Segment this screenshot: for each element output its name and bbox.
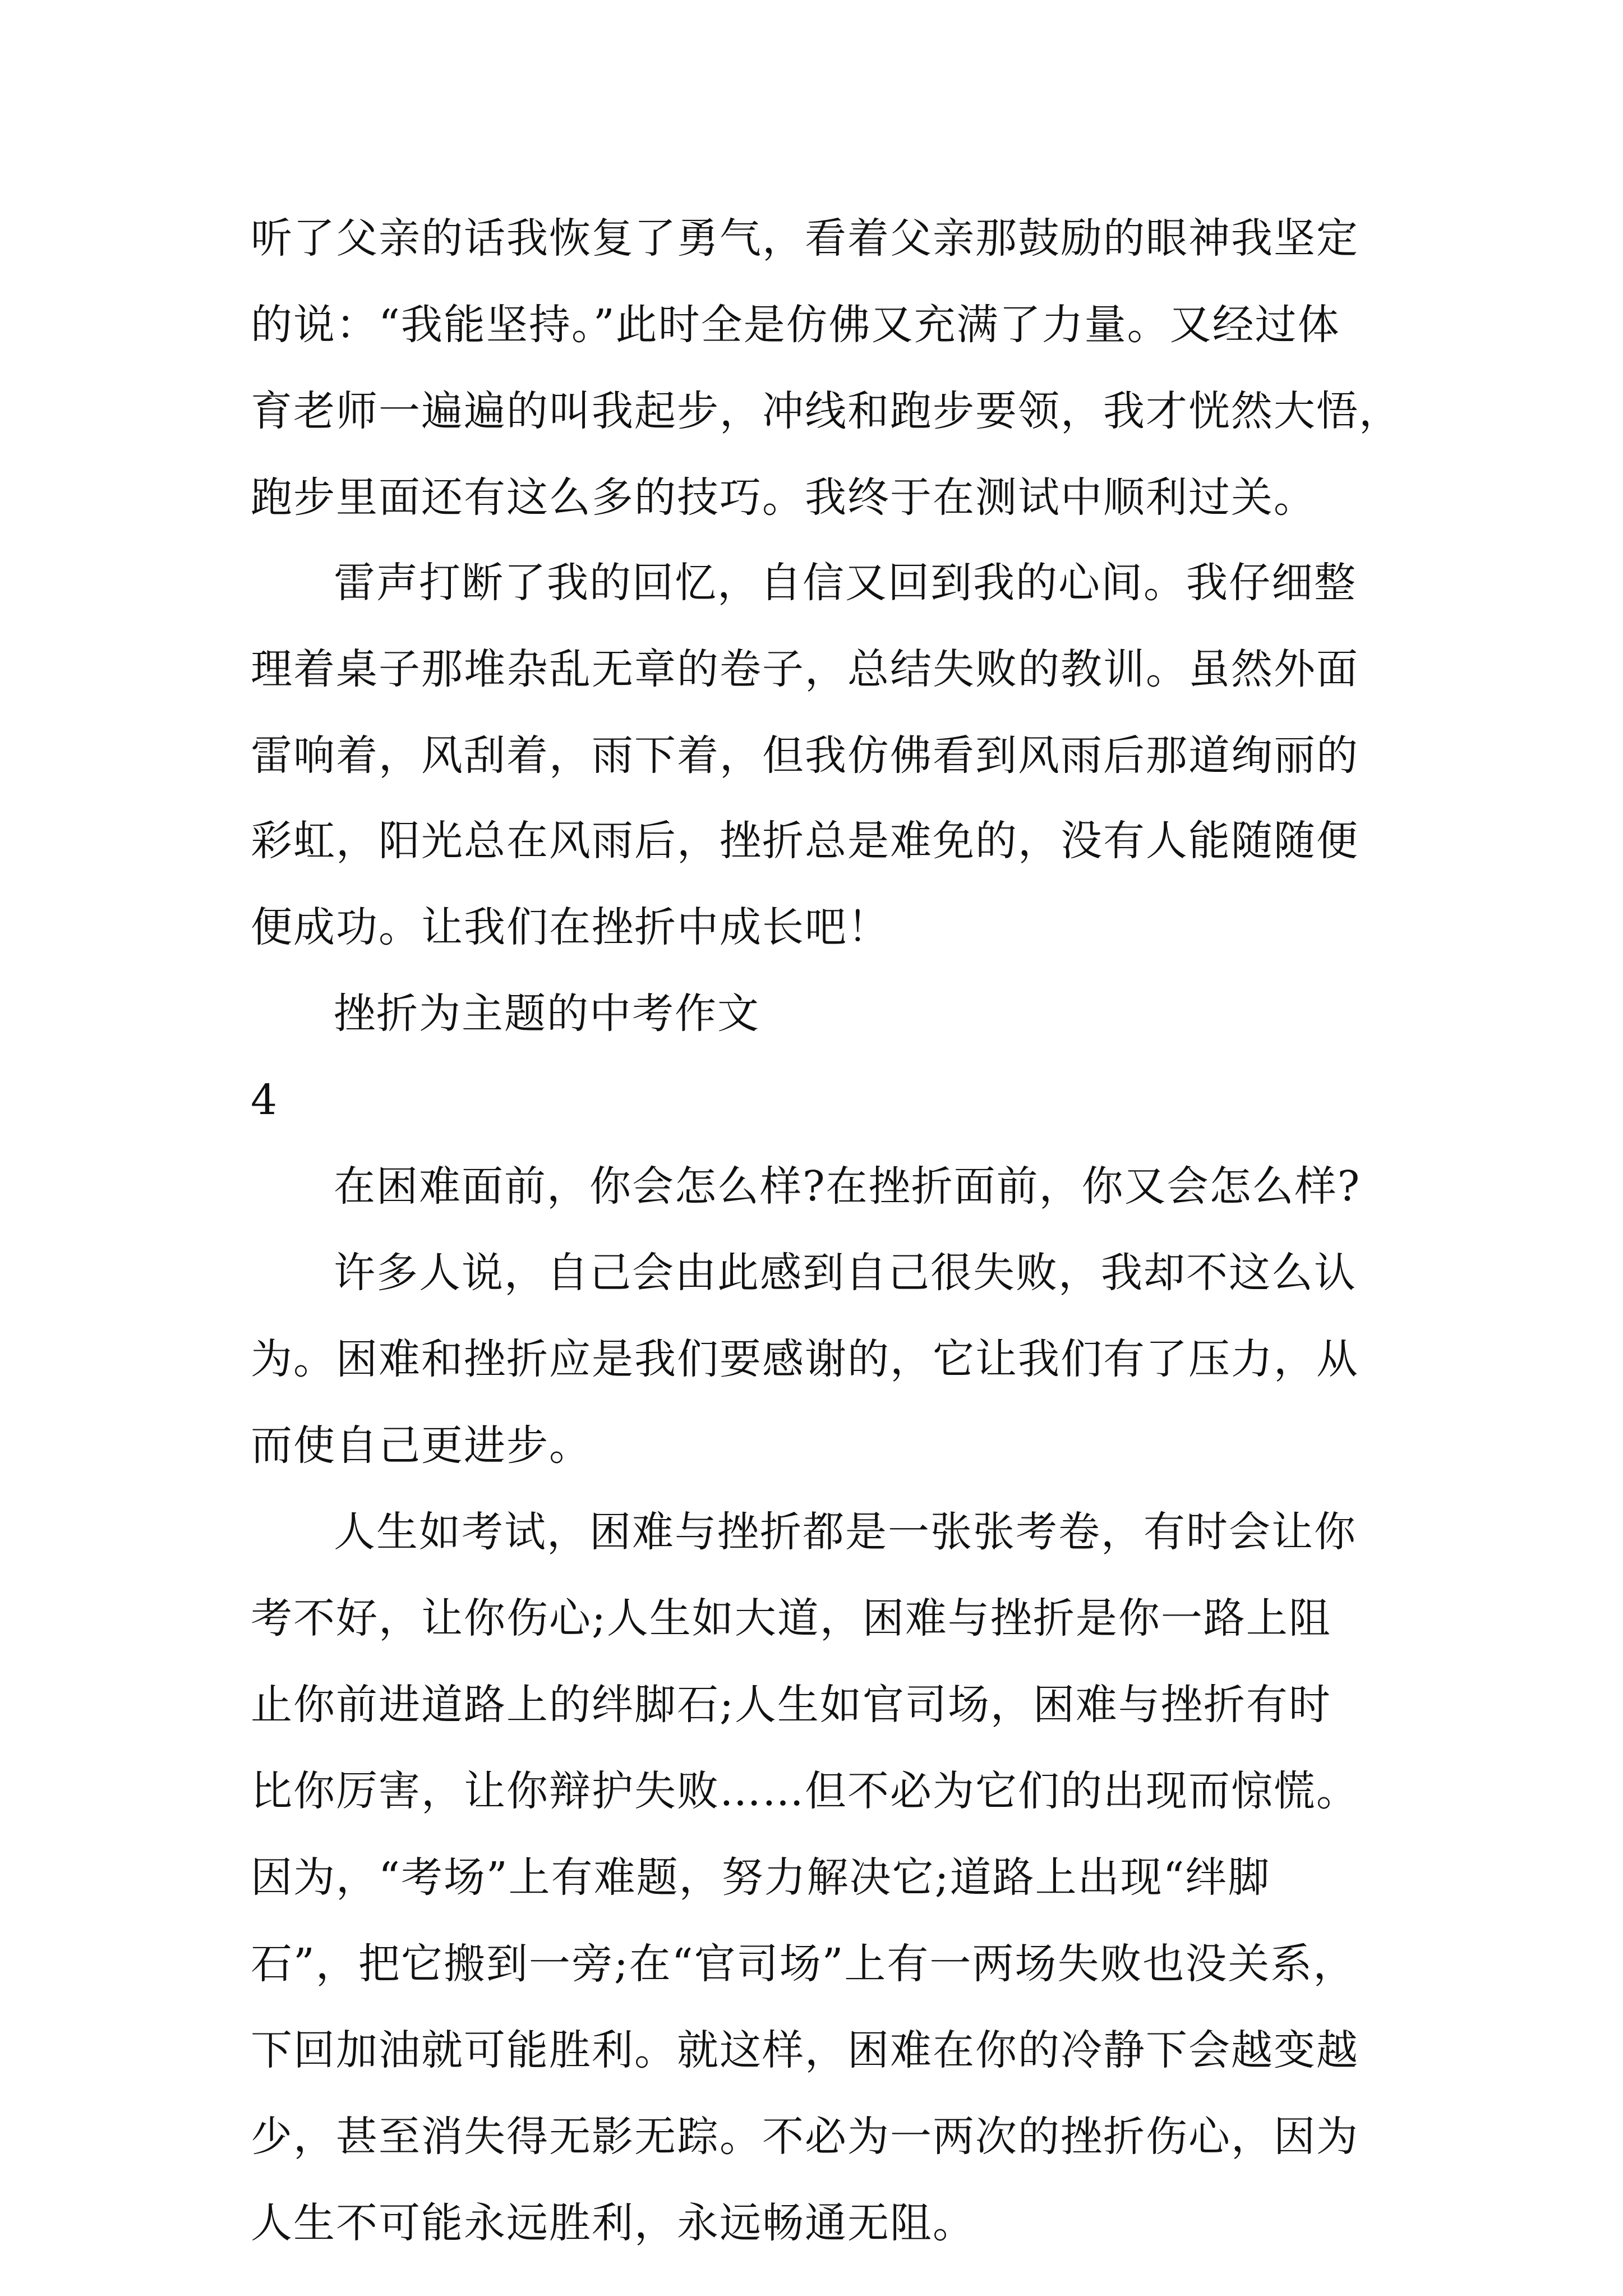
section-title: 挫折为主题的中考作文 bbox=[334, 990, 760, 1038]
text-line-18: 止你前进道路上的绊脚石;人生如官司场，困难与挫折有时 bbox=[251, 1681, 1331, 1729]
text-line-8: 彩虹，阳光总在风雨后，挫折总是难免的，没有人能随随便 bbox=[251, 817, 1359, 865]
text-line-9: 便成功。让我们在挫折中成长吧！ bbox=[251, 903, 890, 951]
text-line-20: 因为，“考场”上有难题，努力解决它;道路上出现“绊脚 bbox=[251, 1853, 1271, 1902]
text-line-4: 跑步里面还有这么多的技巧。我终于在测试中顺利过关。 bbox=[251, 473, 1316, 522]
text-line-13: 许多人说，自己会由此感到自己很失败，我却不这么认 bbox=[334, 1249, 1357, 1297]
section-number: 4 bbox=[251, 1076, 279, 1124]
text-line-6: 理着桌子那堆杂乱无章的卷子，总结失败的教训。虽然外面 bbox=[251, 645, 1359, 693]
text-line-17: 考不好，让你伤心;人生如大道，困难与挫折是你一路上阻 bbox=[251, 1594, 1331, 1642]
text-line-22: 下回加油就可能胜利。就这样，困难在你的冷静下会越变越 bbox=[251, 2026, 1359, 2074]
text-line-2: 的说：“我能坚持。”此时全是仿佛又充满了力量。又经过体 bbox=[251, 301, 1340, 349]
text-line-21: 石”，把它搬到一旁;在“官司场”上有一两场失败也没关系， bbox=[251, 1940, 1356, 1988]
text-line-16: 人生如考试，困难与挫折都是一张张考卷，有时会让你 bbox=[334, 1508, 1357, 1556]
text-line-7: 雷响着，风刮着，雨下着，但我仿佛看到风雨后那道绚丽的 bbox=[251, 731, 1359, 780]
text-line-23: 少，甚至消失得无影无踪。不必为一两次的挫折伤心，因为 bbox=[251, 2113, 1359, 2161]
text-line-15: 而使自己更进步。 bbox=[251, 1421, 592, 1470]
text-line-14: 为。困难和挫折应是我们要感谢的，它让我们有了压力，从 bbox=[251, 1335, 1359, 1383]
text-line-5: 雷声打断了我的回忆，自信又回到我的心间。我仔细整 bbox=[334, 559, 1357, 607]
text-line-1: 听了父亲的话我恢复了勇气，看着父亲那鼓励的眼神我坚定 bbox=[251, 214, 1359, 263]
text-line-3: 育老师一遍遍的叫我起步，冲线和跑步要领，我才恍然大悟， bbox=[251, 387, 1401, 435]
text-line-12: 在困难面前，你会怎么样?在挫折面前，你又会怎么样? bbox=[334, 1162, 1361, 1211]
text-line-19: 比你厉害，让你辩护失败……但不必为它们的出现而惊慌。 bbox=[251, 1767, 1359, 1815]
text-line-24: 人生不可能永远胜利，永远畅通无阻。 bbox=[251, 2199, 975, 2247]
